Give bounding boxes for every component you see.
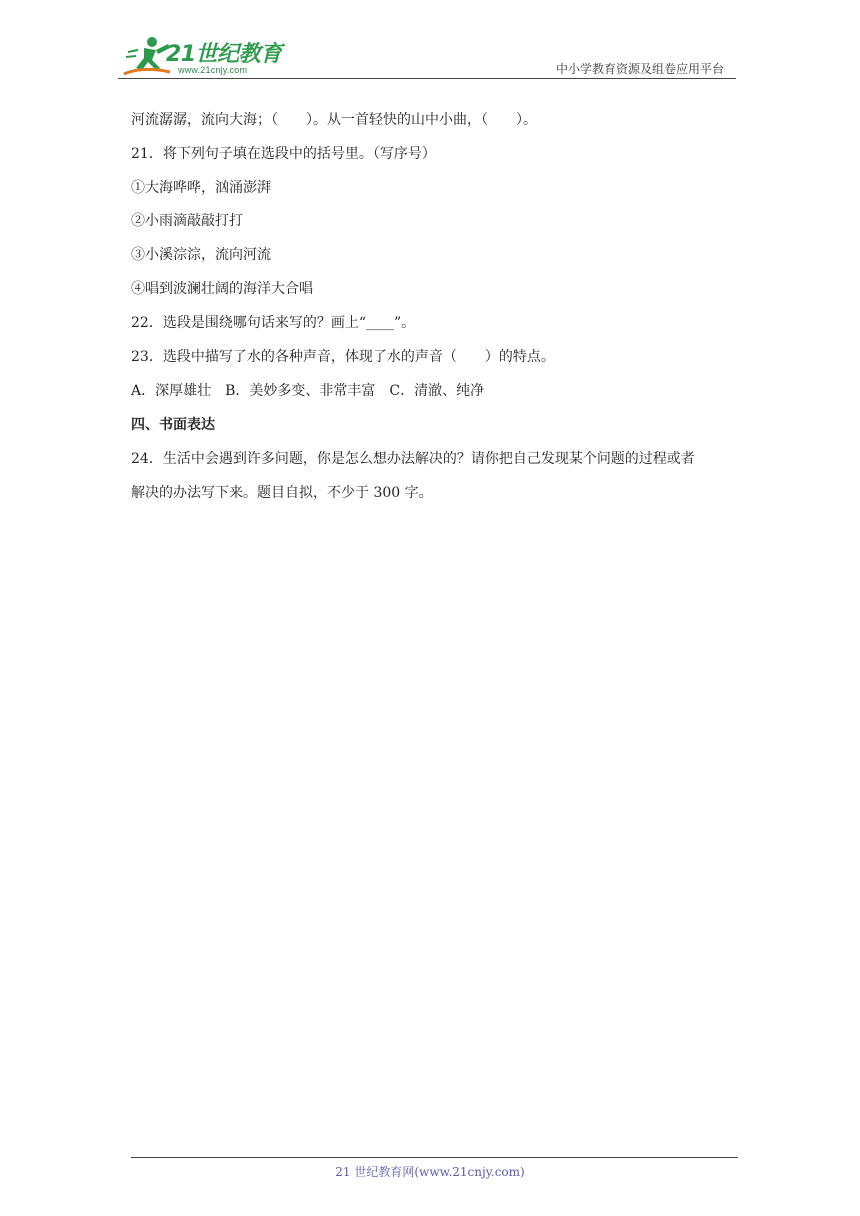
header-divider: [118, 78, 736, 79]
page-header: [118, 30, 736, 80]
runner-logo-icon: [122, 34, 172, 78]
option-1: ①大海哗哗，汹涌澎湃: [131, 180, 271, 196]
question-23: 23．选段中描写了水的各种声音，体现了水的声音（ ）的特点。: [131, 349, 555, 365]
question-21: 21．将下列句子填在选段中的括号里。（写序号）: [131, 146, 436, 162]
footer-text: 21 世纪教育网(www.21cnjy.com): [335, 1165, 525, 1179]
question-24: 24．生活中会遇到许多问题，你是怎么想办法解决的？请你把自己发现某个问题的过程或者: [131, 451, 695, 467]
option-4: ④唱到波澜壮阔的海洋大合唱: [131, 281, 313, 297]
site-logo: [122, 34, 297, 78]
platform-caption: 中小学教育资源及组卷应用平台: [555, 62, 724, 76]
question-22: 22．选段是围绕哪句话来写的？画上“____”。: [131, 315, 416, 331]
logo-title: 21世纪教育: [166, 42, 282, 67]
option-2: ②小雨滴敲敲打打: [131, 213, 243, 229]
question-24-cont: 解决的办法写下来。题目自拟，不少于 300 字。: [131, 485, 433, 501]
section-heading: 四、书面表达: [131, 417, 215, 433]
passage-line: 河流潺潺，流向大海；（ ）。从一首轻快的山中小曲，（ ）。: [131, 112, 537, 128]
question-23-choices: A．深厚雄壮 B．美妙多变、非常丰富 C．清澈、纯净: [131, 383, 485, 399]
option-3: ③小溪淙淙，流向河流: [131, 247, 271, 263]
logo-url: www.21cnjy.com: [178, 65, 248, 75]
footer-divider: [131, 1157, 738, 1158]
